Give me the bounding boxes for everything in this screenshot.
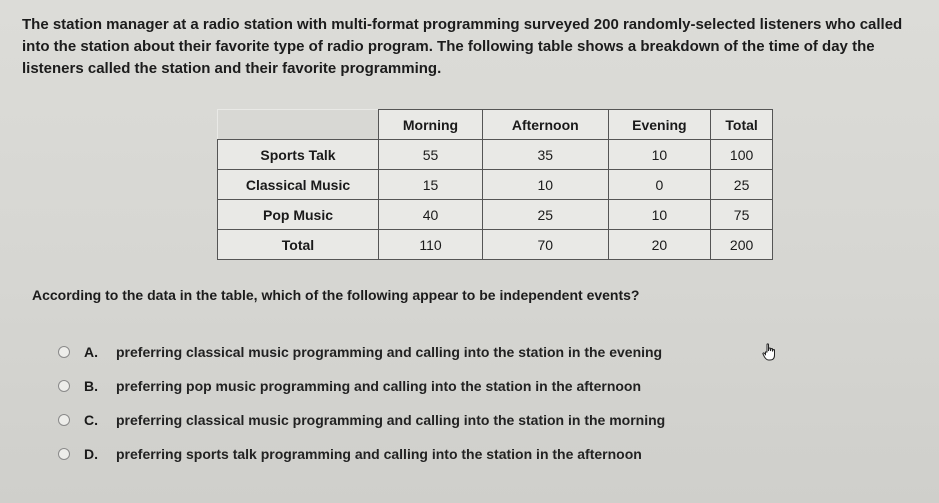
table-cell: 15 [379,170,483,200]
table-cell: 40 [379,200,483,230]
radio-unchecked-icon[interactable] [58,448,70,460]
table-row-classical-music [218,170,773,200]
choice-letter: D. [84,446,98,462]
choice-a[interactable] [58,335,665,369]
choice-text: preferring classical music programming and calling into the station in the evening [116,344,663,360]
choice-text: preferring classical music programming and calling into the station in the morning [116,412,666,428]
hand-pointer-icon [762,343,778,361]
radio-unchecked-icon[interactable] [58,380,70,392]
row-header-sports-talk: Sports Talk [218,140,379,170]
table-cell: 75 [711,200,773,230]
table-row-pop-music [218,200,773,230]
table-cell: 70 [482,230,608,260]
row-header-classical-music: Classical Music [218,170,379,200]
question-text: According to the data in the table, which of the following appear to be independent events? [32,287,640,303]
column-header-afternoon: Afternoon [482,110,608,140]
table-cell: 110 [379,230,483,260]
table-row-total [218,230,773,260]
column-header-evening: Evening [608,110,711,140]
choice-letter: A. [84,344,98,360]
column-header-total: Total [711,110,773,140]
answer-choices [58,335,665,471]
problem-intro-text: The station manager at a radio station with multi-format programming surveyed 200 randomly-selected listeners who called into the station about their favorite type of radio program. The following table shows a breakdown of the time of day the listeners called the station and their favorite programming. [22,16,903,77]
choice-b[interactable] [58,369,665,403]
table-cell: 10 [608,140,711,170]
table-cell: 25 [711,170,773,200]
table-cell: 20 [608,230,711,260]
choice-d[interactable] [58,437,665,471]
radio-unchecked-icon[interactable] [58,346,70,358]
choice-c[interactable] [58,403,665,437]
row-header-pop-music: Pop Music [218,200,379,230]
table-cell: 100 [711,140,773,170]
table-cell: 55 [379,140,483,170]
table-header-row [218,110,773,140]
choice-text: preferring sports talk programming and calling into the station in the afternoon [116,446,642,462]
table-cell: 0 [608,170,711,200]
table-row-sports-talk [218,140,773,170]
table-cell: 35 [482,140,608,170]
table-corner-cell [218,110,379,140]
choice-text: preferring pop music programming and calling into the station in the afternoon [116,378,642,394]
survey-table [217,109,773,260]
radio-unchecked-icon[interactable] [58,414,70,426]
choice-letter: B. [84,378,98,394]
table-cell: 10 [482,170,608,200]
table-cell: 200 [711,230,773,260]
column-header-morning: Morning [379,110,483,140]
row-header-total: Total [218,230,379,260]
table-cell: 10 [608,200,711,230]
choice-letter: C. [84,412,98,428]
table-cell: 25 [482,200,608,230]
